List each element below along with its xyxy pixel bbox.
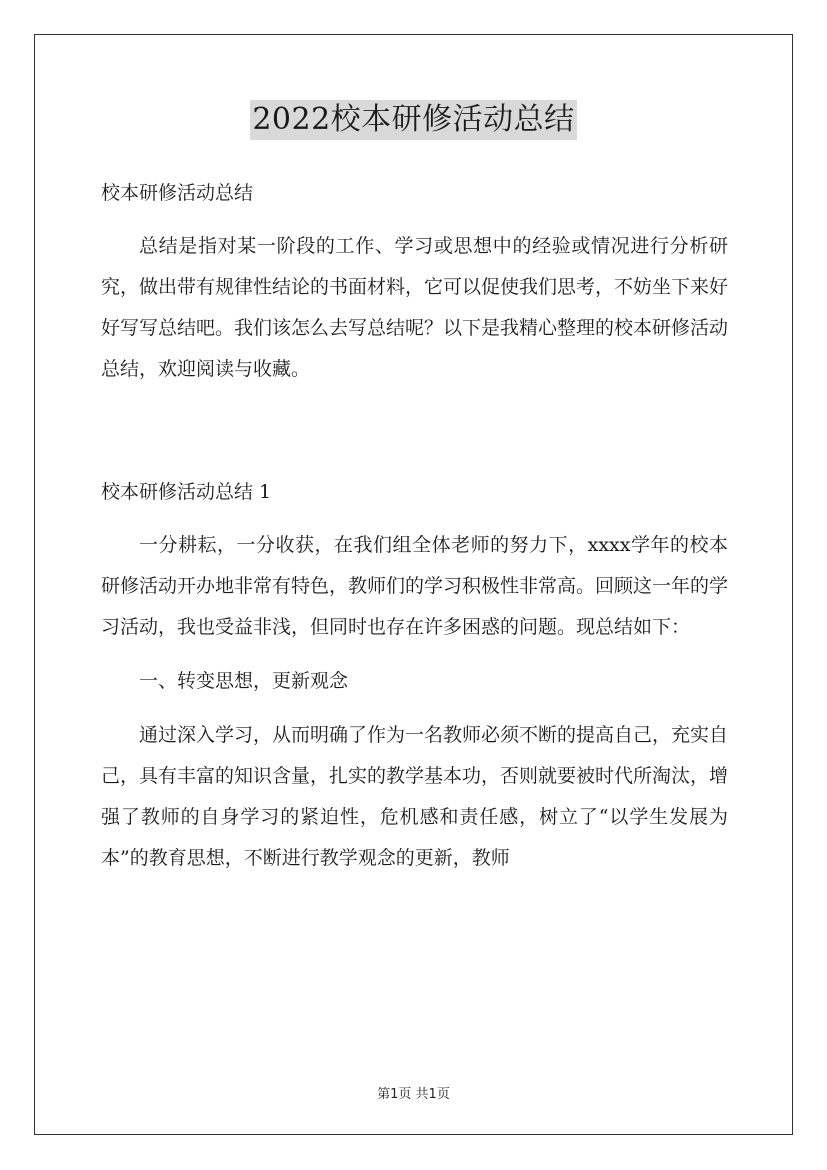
body-paragraph-2: 通过深入学习，从而明确了作为一名教师必须不断的提高自己，充实自己，具有丰富的知识含量，扎实的教学基本功，否则就要被时代所淘汰，增强了教师的自身学习的紧迫性，危机感和责任感，树立了“以学生发展为本”的教育思想，不断进行教学观念的更新，教师 bbox=[101, 724, 729, 869]
paragraph-gap bbox=[101, 648, 728, 661]
intro-paragraph: 总结是指对某一阶段的工作、学习或思想中的经验或情况进行分析研究，做出带有规律性结论的书面材料，它可以促使我们思考，不妨坐下来好好写写总结吧。我们该怎么去写总结呢？以下是我精心整理的校本研修活动总结，欢迎阅读与收藏。 bbox=[101, 235, 729, 380]
body-paragraph-1: 一分耕耘，一分收获，在我们组全体老师的努力下，xxxx学年的校本研修活动开办地非常有特色，教师们的学习积极性非常高。回顾这一年的学习活动，我也受益非浅，但同时也存在许多困惑的问题。现总结如下： bbox=[101, 534, 729, 638]
section-title: 校本研修活动总结 1 bbox=[101, 481, 272, 503]
section-heading-1: 一、转变思想，更新观念 bbox=[139, 670, 349, 692]
page-footer: 第1页 共1页 bbox=[377, 1087, 450, 1102]
document-body bbox=[101, 173, 728, 879]
section-spacer bbox=[101, 390, 728, 472]
paragraph-gap bbox=[101, 702, 728, 715]
document-subtitle: 校本研修活动总结 bbox=[101, 182, 254, 204]
document-title: 2022校本研修活动总结 bbox=[250, 100, 576, 140]
title-container bbox=[0, 100, 827, 140]
